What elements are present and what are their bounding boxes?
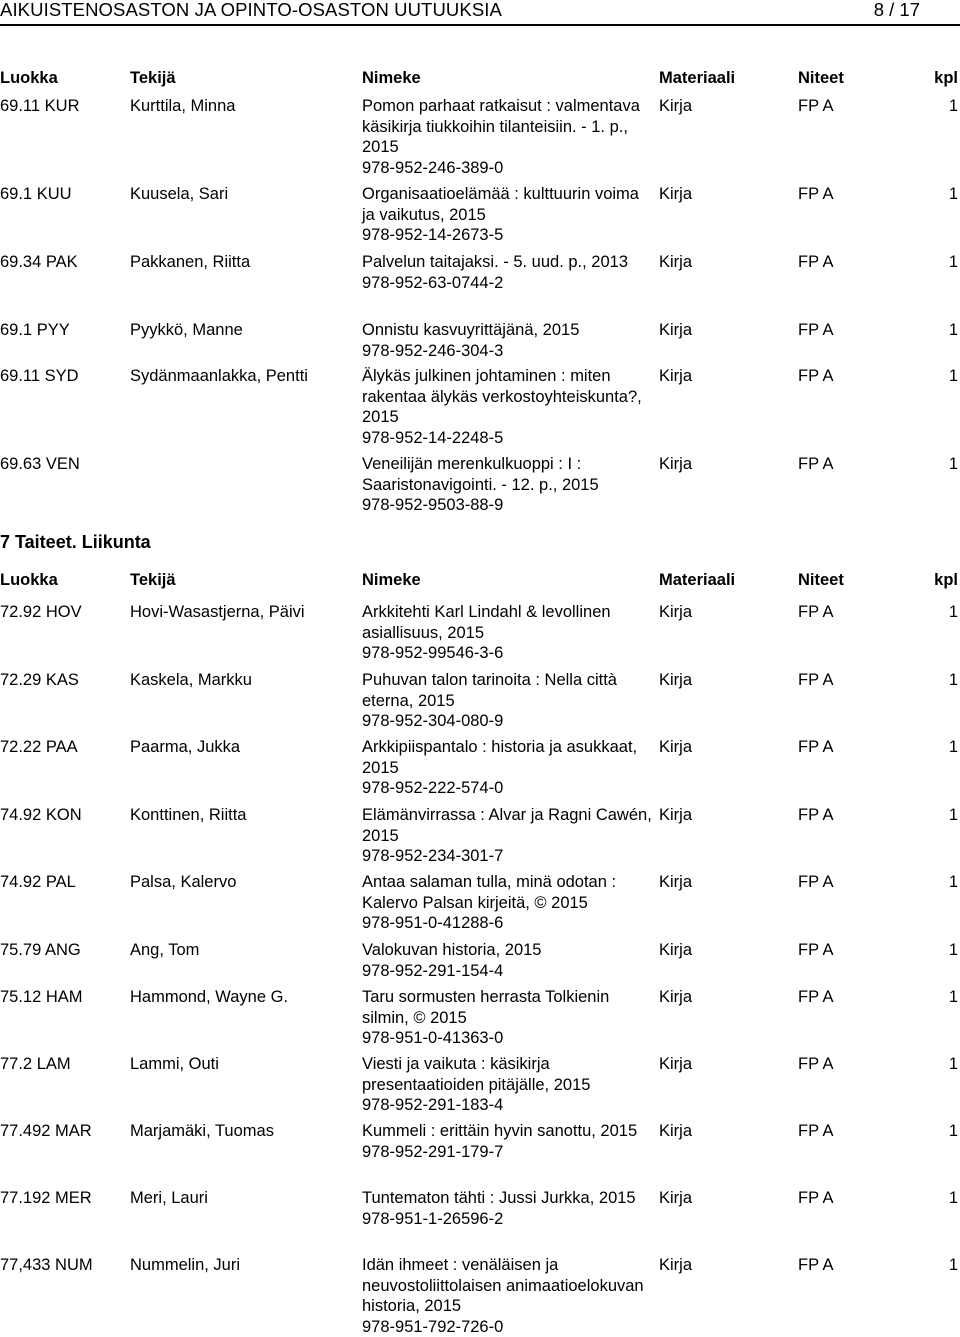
- cell-luokka: 69.1 PYY: [0, 320, 70, 341]
- cell-tekija: Ang, Tom: [130, 940, 199, 961]
- cell-kpl: 1: [949, 737, 958, 758]
- title-text: Valokuvan historia, 2015: [362, 941, 541, 959]
- cell-kpl: 1: [949, 96, 958, 117]
- cell-niteet: FP A: [798, 252, 833, 273]
- cell-luokka: 72.92 HOV: [0, 602, 82, 623]
- cell-nimeke: [362, 1121, 652, 1162]
- cell-tekija: Paarma, Jukka: [130, 737, 240, 758]
- column-materiaali: Materiaali: [659, 68, 735, 89]
- cell-niteet: FP A: [798, 1121, 833, 1142]
- title-text: Arkkitehti Karl Lindahl & levollinen asiallisuus, 2015: [362, 603, 611, 642]
- isbn: 978-952-63-0744-2: [362, 273, 652, 294]
- cell-tekija: Kuusela, Sari: [130, 184, 228, 205]
- column-luokka: Luokka: [0, 570, 58, 591]
- section-heading: 7 Taiteet. Liikunta: [0, 532, 151, 553]
- cell-tekija: Marjamäki, Tuomas: [130, 1121, 274, 1142]
- isbn: 978-951-0-41288-6: [362, 913, 652, 934]
- cell-tekija: Pakkanen, Riitta: [130, 252, 250, 273]
- cell-niteet: FP A: [798, 670, 833, 691]
- cell-niteet: FP A: [798, 366, 833, 387]
- isbn: 978-952-291-154-4: [362, 961, 652, 982]
- cell-materiaali: Kirja: [659, 1255, 692, 1276]
- cell-nimeke: [362, 1054, 652, 1116]
- cell-materiaali: Kirja: [659, 320, 692, 341]
- column-materiaali: Materiaali: [659, 570, 735, 591]
- cell-nimeke: [362, 366, 652, 448]
- cell-niteet: FP A: [798, 454, 833, 475]
- title-text: Onnistu kasvuyrittäjänä, 2015: [362, 321, 579, 339]
- title-text: Taru sormusten herrasta Tolkienin silmin, © 2015: [362, 988, 609, 1027]
- cell-luokka: 72.22 PAA: [0, 737, 78, 758]
- cell-materiaali: Kirja: [659, 940, 692, 961]
- cell-materiaali: Kirja: [659, 872, 692, 893]
- column-kpl: kpl: [934, 570, 958, 591]
- cell-kpl: 1: [949, 805, 958, 826]
- cell-tekija: Meri, Lauri: [130, 1188, 208, 1209]
- column-kpl: kpl: [934, 68, 958, 89]
- cell-tekija: Sydänmaanlakka, Pentti: [130, 366, 308, 387]
- cell-materiaali: Kirja: [659, 670, 692, 691]
- column-header-row: [0, 68, 960, 90]
- cell-luokka: 69.63 VEN: [0, 454, 80, 475]
- cell-tekija: Nummelin, Juri: [130, 1255, 240, 1276]
- cell-materiaali: Kirja: [659, 454, 692, 475]
- isbn: 978-952-291-183-4: [362, 1095, 652, 1116]
- cell-materiaali: Kirja: [659, 1054, 692, 1075]
- cell-tekija: Kurttila, Minna: [130, 96, 235, 117]
- cell-nimeke: [362, 252, 652, 293]
- cell-tekija: Pyykkö, Manne: [130, 320, 243, 341]
- document-title: AIKUISTENOSASTON JA OPINTO-OSASTON UUTUUKSIA: [0, 0, 502, 21]
- cell-materiaali: Kirja: [659, 602, 692, 623]
- cell-kpl: 1: [949, 602, 958, 623]
- cell-nimeke: [362, 454, 652, 516]
- cell-niteet: FP A: [798, 987, 833, 1008]
- cell-materiaali: Kirja: [659, 1188, 692, 1209]
- cell-kpl: 1: [949, 872, 958, 893]
- cell-kpl: 1: [949, 320, 958, 341]
- cell-niteet: FP A: [798, 320, 833, 341]
- column-tekija: Tekijä: [130, 570, 176, 591]
- cell-niteet: FP A: [798, 1054, 833, 1075]
- cell-materiaali: Kirja: [659, 737, 692, 758]
- isbn: 978-952-234-301-7: [362, 846, 652, 867]
- cell-niteet: FP A: [798, 940, 833, 961]
- column-tekija: Tekijä: [130, 68, 176, 89]
- title-text: Idän ihmeet : venäläisen ja neuvostoliittolaisen animaatioelokuvan historia, 2015: [362, 1256, 644, 1315]
- cell-niteet: FP A: [798, 184, 833, 205]
- cell-kpl: 1: [949, 252, 958, 273]
- isbn: 978-952-246-389-0: [362, 158, 652, 179]
- cell-kpl: 1: [949, 1255, 958, 1276]
- isbn: 978-951-0-41363-0: [362, 1028, 652, 1049]
- cell-luokka: 69.1 KUU: [0, 184, 72, 205]
- cell-niteet: FP A: [798, 737, 833, 758]
- cell-materiaali: Kirja: [659, 252, 692, 273]
- cell-luokka: 75.12 HAM: [0, 987, 83, 1008]
- cell-nimeke: [362, 96, 652, 178]
- cell-kpl: 1: [949, 987, 958, 1008]
- cell-materiaali: Kirja: [659, 987, 692, 1008]
- page-header: [0, 0, 960, 22]
- column-niteet: Niteet: [798, 570, 844, 591]
- isbn: 978-952-222-574-0: [362, 778, 652, 799]
- cell-nimeke: [362, 805, 652, 867]
- title-text: Pomon parhaat ratkaisut : valmentava käsikirja tiukkoihin tilanteisiin. - 1. p., 2015: [362, 97, 640, 156]
- header-rule: [0, 24, 960, 26]
- cell-tekija: Kaskela, Markku: [130, 670, 252, 691]
- cell-kpl: 1: [949, 1054, 958, 1075]
- title-text: Antaa salaman tulla, minä odotan : Kalervo Palsan kirjeitä, © 2015: [362, 873, 616, 912]
- cell-luokka: 74.92 KON: [0, 805, 82, 826]
- isbn: 978-952-14-2248-5: [362, 428, 652, 449]
- isbn: 978-952-14-2673-5: [362, 225, 652, 246]
- cell-luokka: 72.29 KAS: [0, 670, 79, 691]
- column-header-row: [0, 570, 960, 592]
- cell-kpl: 1: [949, 184, 958, 205]
- cell-luokka: 77,433 NUM: [0, 1255, 93, 1276]
- cell-nimeke: [362, 940, 652, 981]
- title-text: Tuntematon tähti : Jussi Jurkka, 2015: [362, 1189, 636, 1207]
- cell-tekija: Palsa, Kalervo: [130, 872, 236, 893]
- cell-niteet: FP A: [798, 96, 833, 117]
- column-nimeke: Nimeke: [362, 570, 421, 591]
- title-text: Elämänvirrassa : Alvar ja Ragni Cawén, 2015: [362, 806, 652, 845]
- cell-luokka: 74.92 PAL: [0, 872, 76, 893]
- cell-nimeke: [362, 872, 652, 934]
- title-text: Puhuvan talon tarinoita : Nella città eterna, 2015: [362, 671, 617, 710]
- cell-luokka: 75.79 ANG: [0, 940, 81, 961]
- isbn: 978-951-792-726-0: [362, 1317, 652, 1337]
- title-text: Viesti ja vaikuta : käsikirja presentaatioiden pitäjälle, 2015: [362, 1055, 590, 1094]
- cell-materiaali: Kirja: [659, 96, 692, 117]
- title-text: Veneilijän merenkulkuoppi : I : Saaristonavigointi. - 12. p., 2015: [362, 455, 599, 494]
- page-number: 8 / 17: [874, 0, 920, 21]
- cell-niteet: FP A: [798, 805, 833, 826]
- cell-luokka: 69.11 KUR: [0, 96, 80, 117]
- cell-nimeke: [362, 1188, 652, 1229]
- cell-kpl: 1: [949, 1188, 958, 1209]
- cell-kpl: 1: [949, 670, 958, 691]
- cell-kpl: 1: [949, 940, 958, 961]
- column-niteet: Niteet: [798, 68, 844, 89]
- title-text: Arkkipiispantalo : historia ja asukkaat, 2015: [362, 738, 637, 777]
- cell-luokka: 69.11 SYD: [0, 366, 79, 387]
- cell-tekija: Konttinen, Riitta: [130, 805, 246, 826]
- cell-luokka: 77.2 LAM: [0, 1054, 71, 1075]
- title-text: Palvelun taitajaksi. - 5. uud. p., 2013: [362, 253, 628, 271]
- cell-tekija: Hammond, Wayne G.: [130, 987, 288, 1008]
- isbn: 978-951-1-26596-2: [362, 1209, 652, 1230]
- isbn: 978-952-246-304-3: [362, 341, 652, 362]
- isbn: 978-952-304-080-9: [362, 711, 652, 732]
- cell-luokka: 77.492 MAR: [0, 1121, 92, 1142]
- isbn: 978-952-99546-3-6: [362, 643, 652, 664]
- column-nimeke: Nimeke: [362, 68, 421, 89]
- isbn: 978-952-291-179-7: [362, 1142, 652, 1163]
- cell-niteet: FP A: [798, 872, 833, 893]
- cell-kpl: 1: [949, 454, 958, 475]
- title-text: Kummeli : erittäin hyvin sanottu, 2015: [362, 1122, 637, 1140]
- cell-niteet: FP A: [798, 1188, 833, 1209]
- column-luokka: Luokka: [0, 68, 58, 89]
- cell-nimeke: [362, 987, 652, 1049]
- isbn: 978-952-9503-88-9: [362, 495, 652, 516]
- cell-tekija: Hovi-Wasastjerna, Päivi: [130, 602, 305, 623]
- cell-materiaali: Kirja: [659, 805, 692, 826]
- cell-niteet: FP A: [798, 1255, 833, 1276]
- cell-kpl: 1: [949, 366, 958, 387]
- cell-kpl: 1: [949, 1121, 958, 1142]
- cell-nimeke: [362, 320, 652, 361]
- cell-nimeke: [362, 184, 652, 246]
- cell-luokka: 69.34 PAK: [0, 252, 78, 273]
- title-text: Älykäs julkinen johtaminen : miten rakentaa älykäs verkostoyhteiskunta?, 2015: [362, 367, 642, 426]
- cell-nimeke: [362, 670, 652, 732]
- cell-nimeke: [362, 737, 652, 799]
- cell-materiaali: Kirja: [659, 1121, 692, 1142]
- cell-materiaali: Kirja: [659, 366, 692, 387]
- cell-niteet: FP A: [798, 602, 833, 623]
- cell-nimeke: [362, 1255, 652, 1337]
- cell-nimeke: [362, 602, 652, 664]
- title-text: Organisaatioelämää : kulttuurin voima ja vaikutus, 2015: [362, 185, 639, 224]
- cell-tekija: Lammi, Outi: [130, 1054, 219, 1075]
- cell-materiaali: Kirja: [659, 184, 692, 205]
- cell-luokka: 77.192 MER: [0, 1188, 92, 1209]
